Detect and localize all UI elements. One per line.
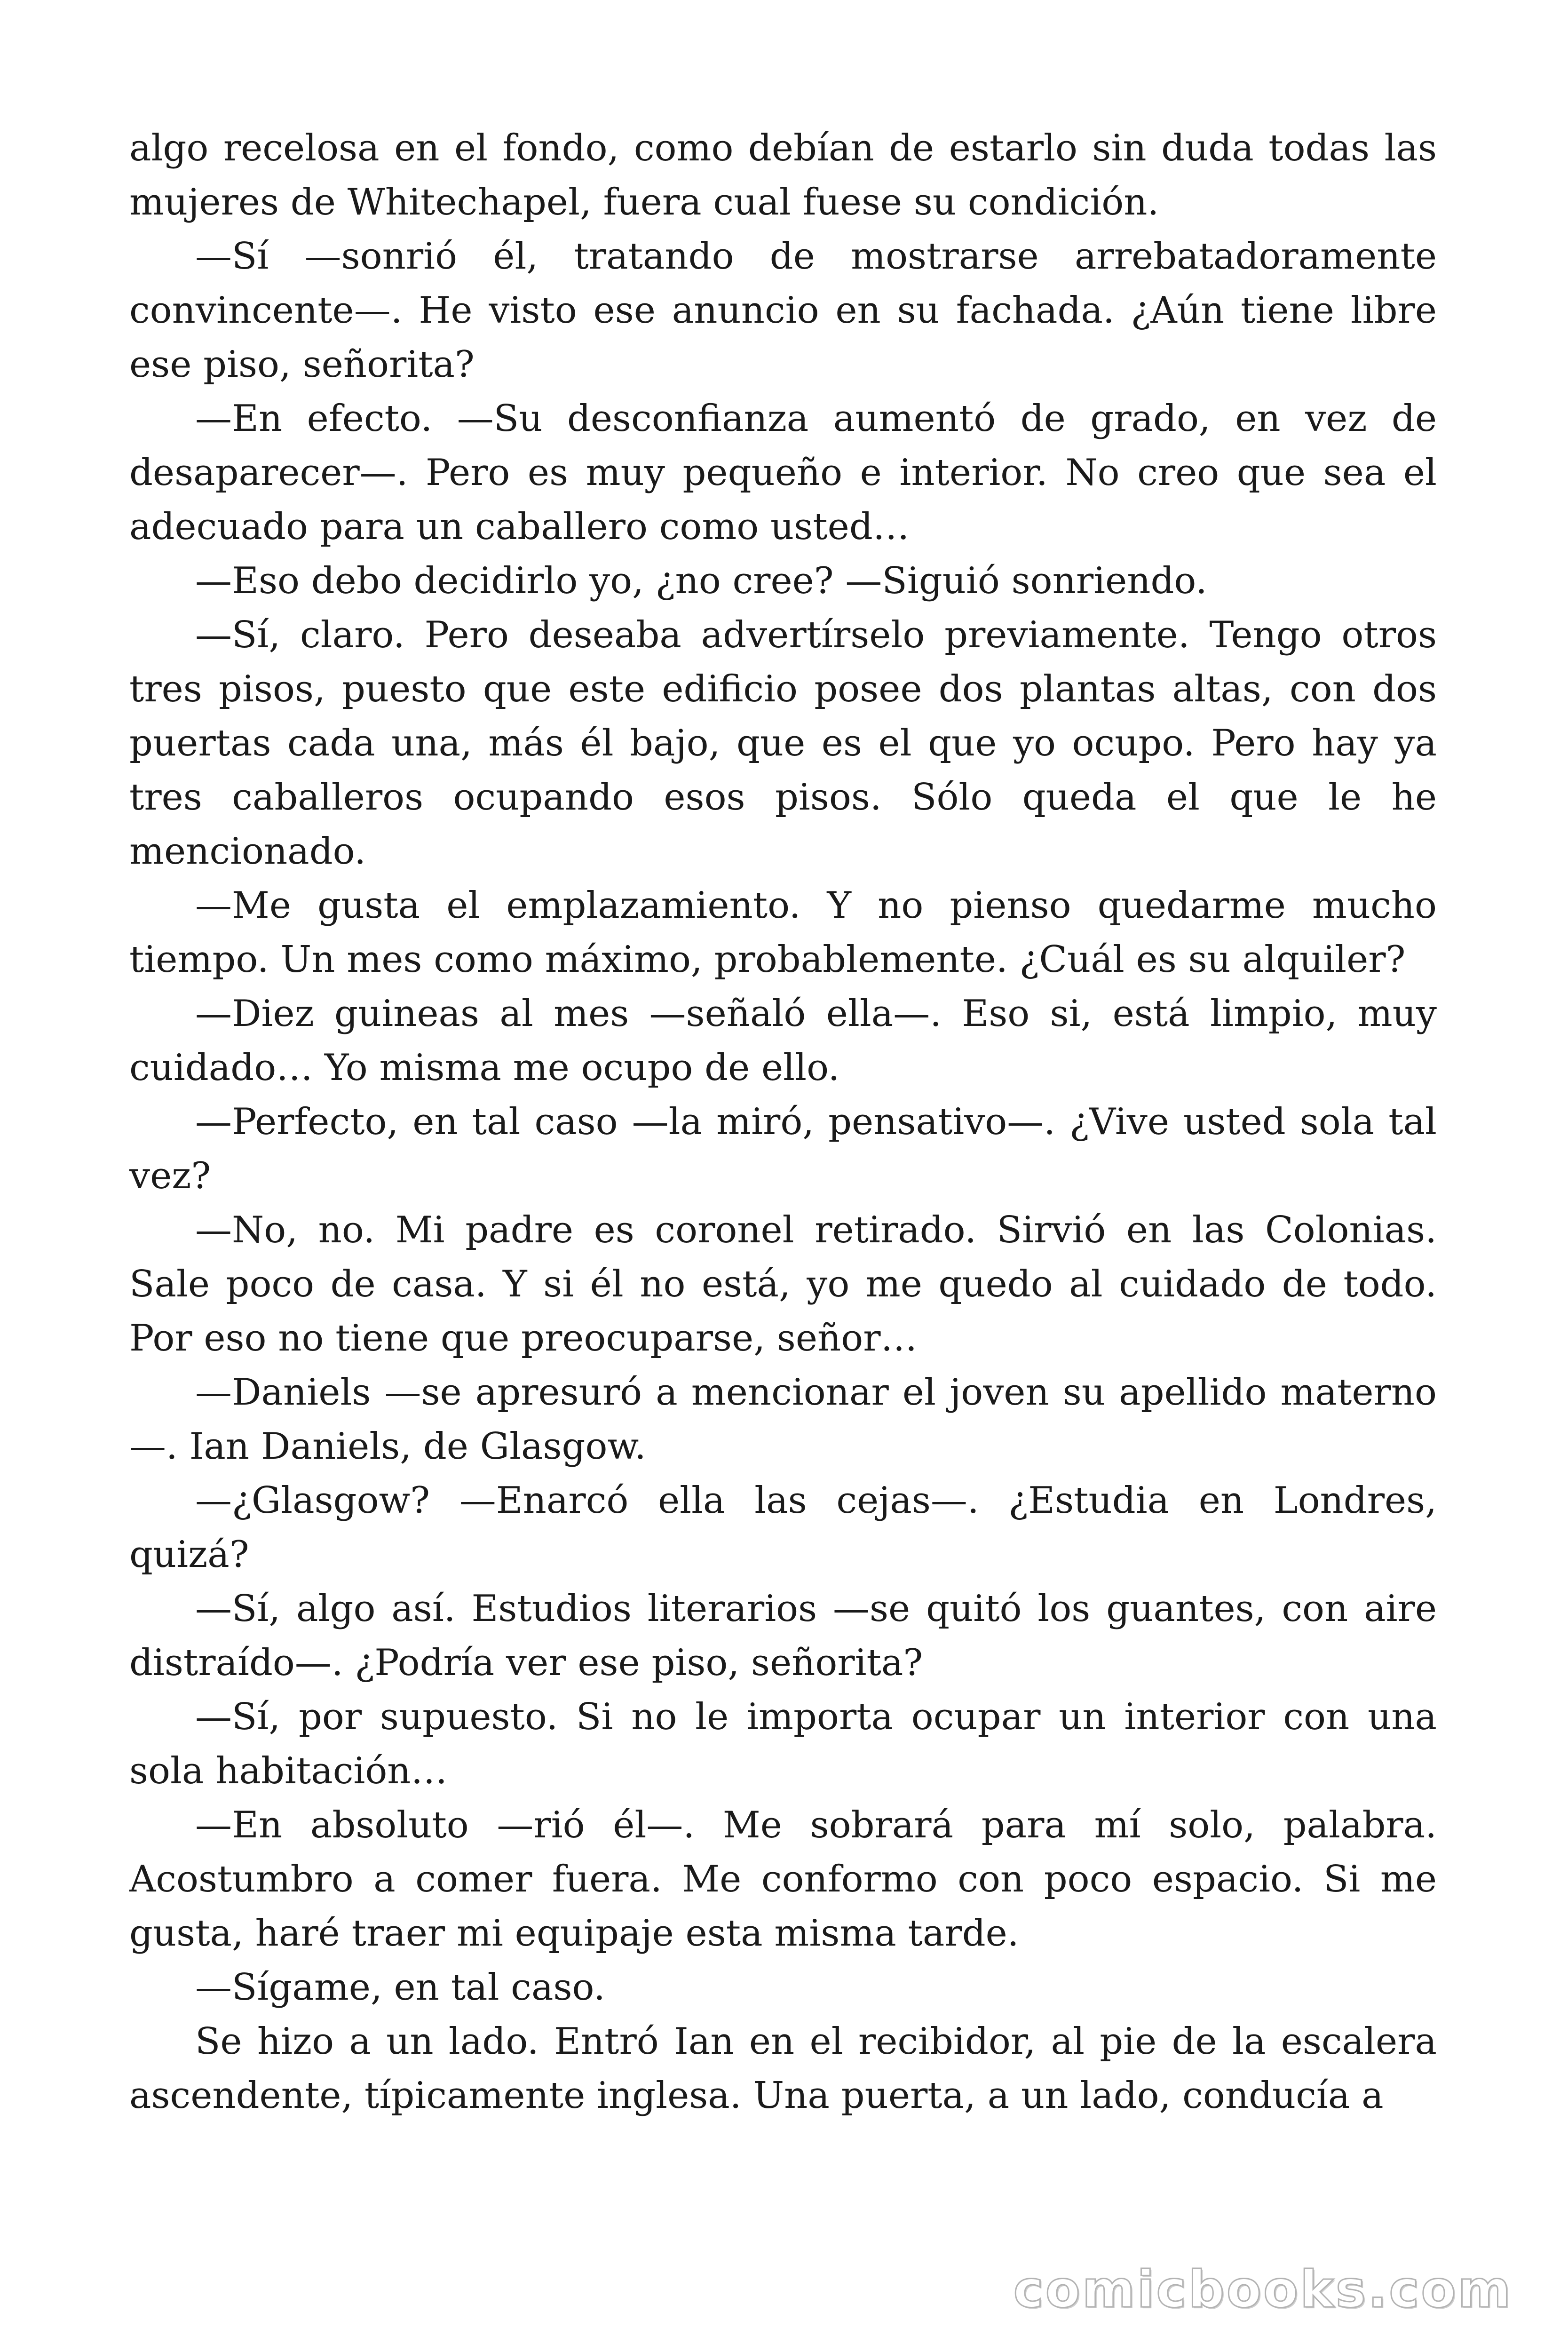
watermark-logo: comicbooks.com [1013, 2260, 1513, 2319]
paragraph: —Sí —sonrió él, tratando de mostrarse arrebatadoramente convincente—. He visto ese anuncio en su fachada. ¿Aún tiene libre ese piso, señorita? [129, 235, 1437, 386]
page-body [129, 121, 1437, 2123]
paragraph: —En efecto. —Su desconfianza aumentó de grado, en vez de desaparecer—. Pero es muy pequeño e interior. No creo que sea el adecuado para un caballero como usted… [129, 397, 1437, 548]
paragraph: —Daniels —se apresuró a mencionar el joven su apellido materno—. Ian Daniels, de Glasgow. [129, 1371, 1437, 1468]
paragraph: —Eso debo decidirlo yo, ¿no cree? —Siguió sonriendo. [195, 560, 1207, 602]
paragraph: —Perfecto, en tal caso —la miró, pensativo—. ¿Vive usted sola tal vez? [129, 1101, 1437, 1197]
paragraph: —Sí, por supuesto. Si no le importa ocupar un interior con una sola habitación… [129, 1696, 1437, 1792]
paragraph: Se hizo a un lado. Entró Ian en el recibidor, al pie de la escalera ascendente, típicamente inglesa. Una puerta, a un lado, conducía a [129, 2020, 1437, 2117]
paragraph: —Diez guineas al mes —señaló ella—. Eso si, está limpio, muy cuidado… Yo misma me ocupo de ello. [129, 993, 1437, 1089]
paragraph: —En absoluto —rió él—. Me sobrará para mí solo, palabra. Acostumbro a comer fuera. Me conformo con poco espacio. Si me gusta, haré traer mi equipaje esta misma tarde. [129, 1804, 1437, 1955]
paragraph: —No, no. Mi padre es coronel retirado. Sirvió en las Colonias. Sale poco de casa. Y si él no está, yo me quedo al cuidado de todo. Por eso no tiene que preocuparse, señor… [129, 1209, 1437, 1359]
paragraph: —Sí, claro. Pero deseaba advertírselo previamente. Tengo otros tres pisos, puesto que este edificio posee dos plantas altas, con dos puertas cada una, más él bajo, que es el que yo ocupo. Pero hay ya tres caballeros ocupando esos pisos. Sólo queda el que le he mencionado. [129, 614, 1437, 873]
paragraph: —Sí, algo así. Estudios literarios —se quitó los guantes, con aire distraído—. ¿Podría ver ese piso, señorita? [129, 1588, 1437, 1684]
paragraph: —Sígame, en tal caso. [195, 1966, 605, 2009]
paragraph: algo recelosa en el fondo, como debían de estarlo sin duda todas las mujeres de Whitechapel, fuera cual fuese su condición. [129, 127, 1437, 223]
paragraph: —Me gusta el emplazamiento. Y no pienso quedarme mucho tiempo. Un mes como máximo, probablemente. ¿Cuál es su alquiler? [129, 884, 1437, 981]
paragraph: —¿Glasgow? —Enarcó ella las cejas—. ¿Estudia en Londres, quizá? [129, 1479, 1437, 1576]
